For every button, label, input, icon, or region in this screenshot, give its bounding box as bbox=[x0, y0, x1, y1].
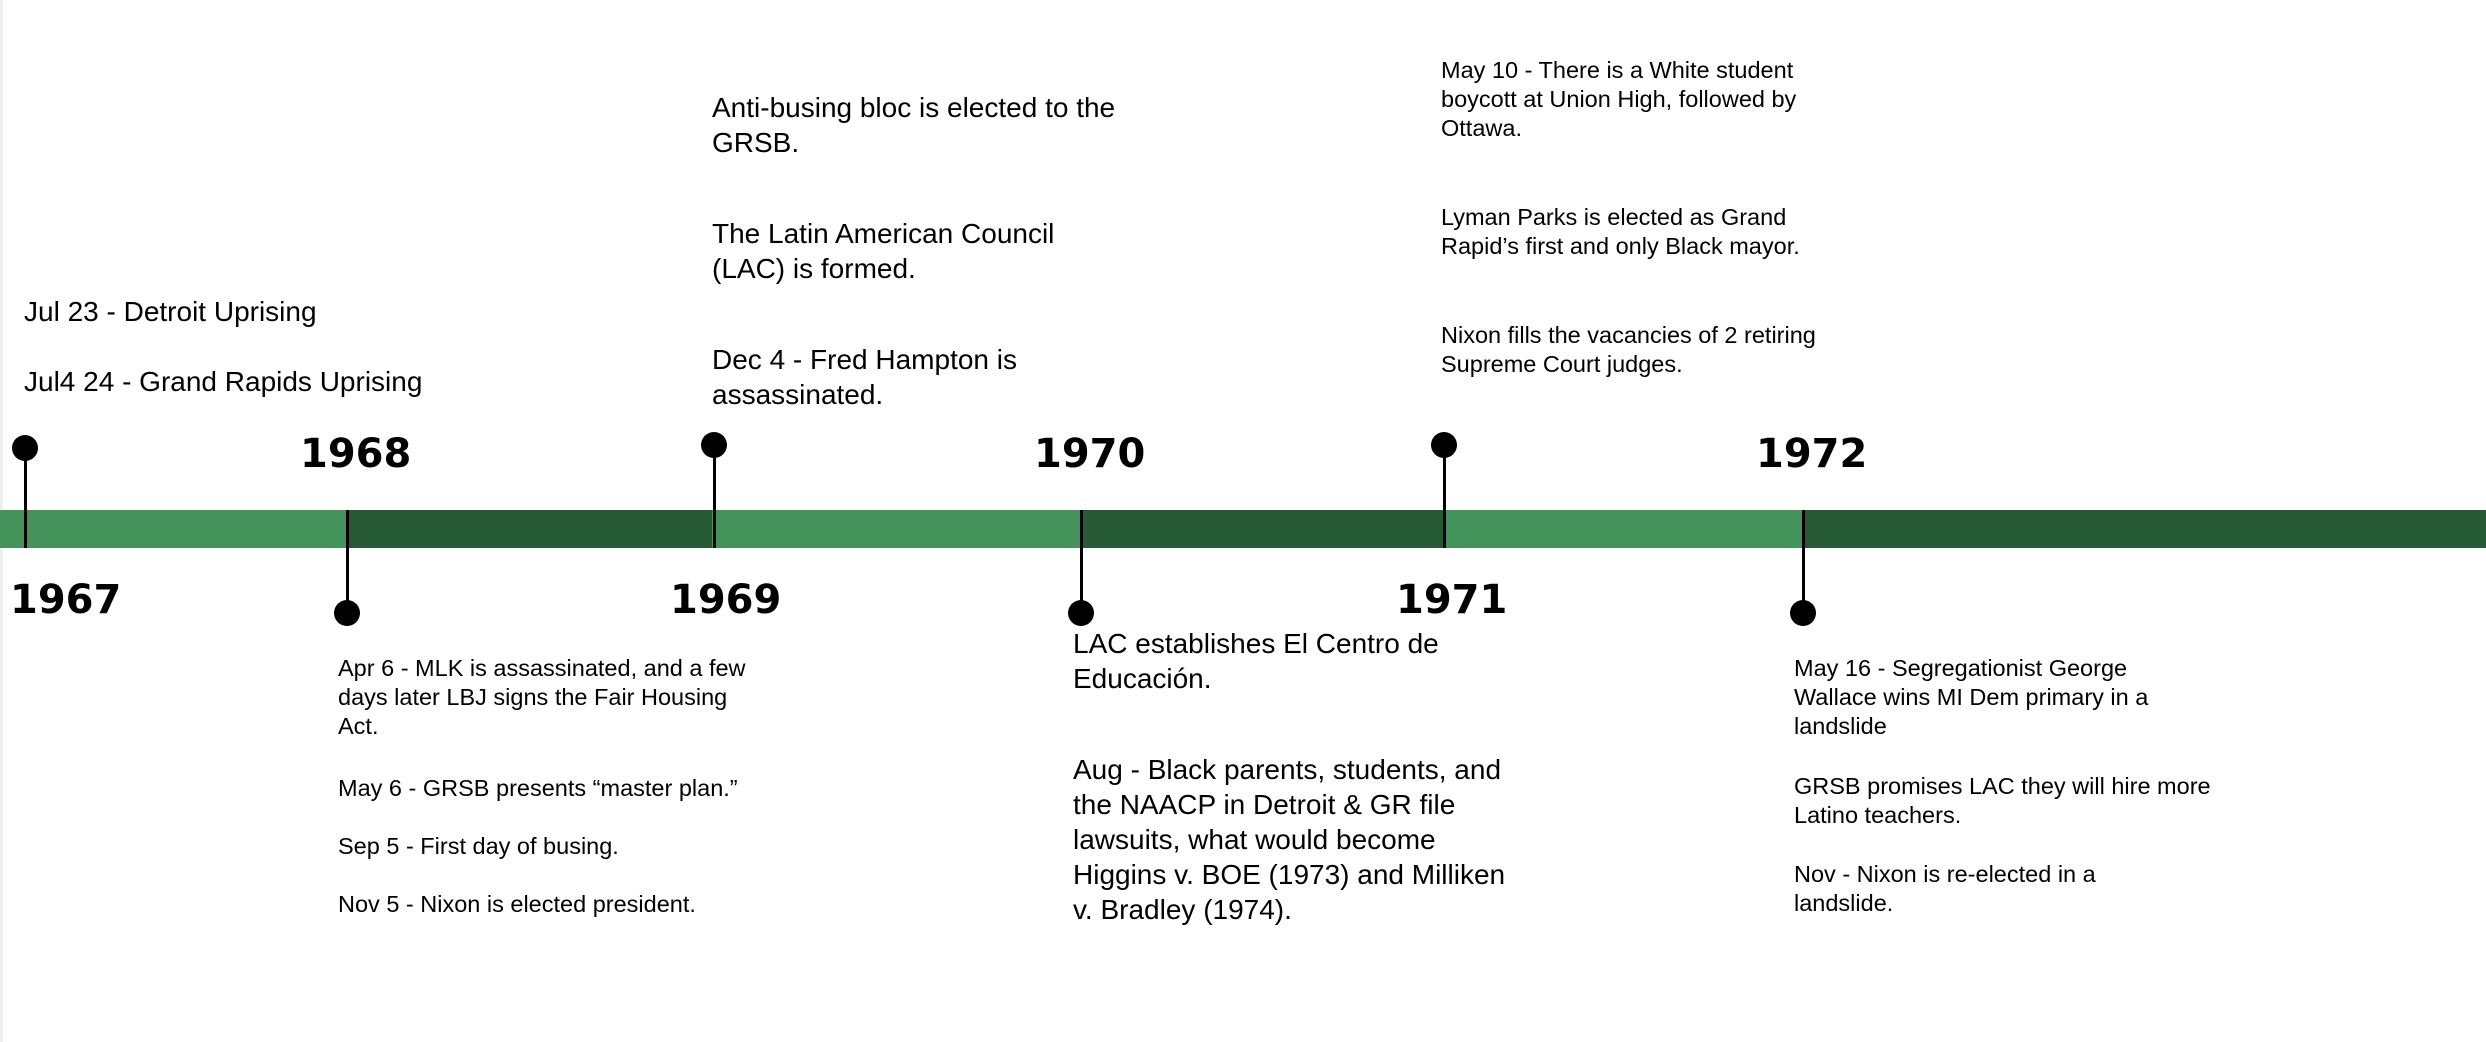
event-1972-wallace: May 16 - Segregationist George Wallace wins MI Dem primary in a landslide bbox=[1794, 655, 2149, 739]
segment-1967 bbox=[0, 510, 363, 548]
event-1968-master-plan: May 6 - GRSB presents “master plan.” bbox=[338, 775, 738, 801]
event-1970-el-centro: LAC establishes El Centro de Educación. bbox=[1073, 628, 1439, 694]
marker-stem bbox=[1080, 510, 1083, 612]
segment-1968 bbox=[348, 510, 712, 548]
event-1967-grand-rapids-uprising: Jul4 24 - Grand Rapids Uprising bbox=[24, 366, 423, 397]
year-label-1968: 1968 bbox=[300, 431, 412, 477]
segment-1969 bbox=[712, 510, 1082, 548]
segment-1972 bbox=[1804, 510, 2486, 548]
event-1969-lac-formed: The Latin American Council (LAC) is formed. bbox=[712, 218, 1055, 284]
event-1971-lyman-parks: Lyman Parks is elected as Grand Rapid’s first and only Black mayor. bbox=[1441, 204, 1800, 259]
marker-dot bbox=[1790, 600, 1816, 626]
year-label-1969: 1969 bbox=[670, 577, 782, 623]
year-label-1967: 1967 bbox=[10, 577, 122, 623]
event-1971-supreme-court: Nixon fills the vacancies of 2 retiring Supreme Court judges. bbox=[1441, 322, 1816, 377]
marker-stem bbox=[1802, 510, 1805, 612]
marker-stem bbox=[24, 448, 27, 548]
event-1968-mlk: Apr 6 - MLK is assassinated, and a few days later LBJ signs the Fair Housing Act. bbox=[338, 655, 746, 739]
event-1968-busing: Sep 5 - First day of busing. bbox=[338, 833, 619, 859]
event-1967-detroit-uprising: Jul 23 - Detroit Uprising bbox=[24, 296, 317, 327]
year-label-1970: 1970 bbox=[1034, 431, 1146, 477]
year-label-1972: 1972 bbox=[1756, 431, 1868, 477]
marker-dot bbox=[1068, 600, 1094, 626]
segment-1970 bbox=[1082, 510, 1444, 548]
marker-stem bbox=[1443, 445, 1446, 548]
marker-stem bbox=[346, 510, 349, 612]
event-1969-fred-hampton: Dec 4 - Fred Hampton is assassinated. bbox=[712, 344, 1017, 410]
event-1972-latino-teachers: GRSB promises LAC they will hire more Latino teachers. bbox=[1794, 773, 2211, 828]
marker-dot bbox=[334, 600, 360, 626]
marker-stem bbox=[713, 445, 716, 548]
event-1968-nixon-elected: Nov 5 - Nixon is elected president. bbox=[338, 891, 696, 917]
year-label-1971: 1971 bbox=[1396, 577, 1508, 623]
event-1972-nixon-reelected: Nov - Nixon is re-elected in a landslide. bbox=[1794, 861, 2096, 916]
event-1969-anti-busing: Anti-busing bloc is elected to the GRSB. bbox=[712, 92, 1116, 158]
event-1971-boycott: May 10 - There is a White student boycott at Union High, followed by Ottawa. bbox=[1441, 57, 1797, 141]
event-1970-lawsuits: Aug - Black parents, students, and the NAACP in Detroit & GR file lawsuits, what would become Higgins v. BOE (1973) and Milliken v. Bradley (1974). bbox=[1073, 754, 1506, 925]
segment-1971 bbox=[1444, 510, 1804, 548]
